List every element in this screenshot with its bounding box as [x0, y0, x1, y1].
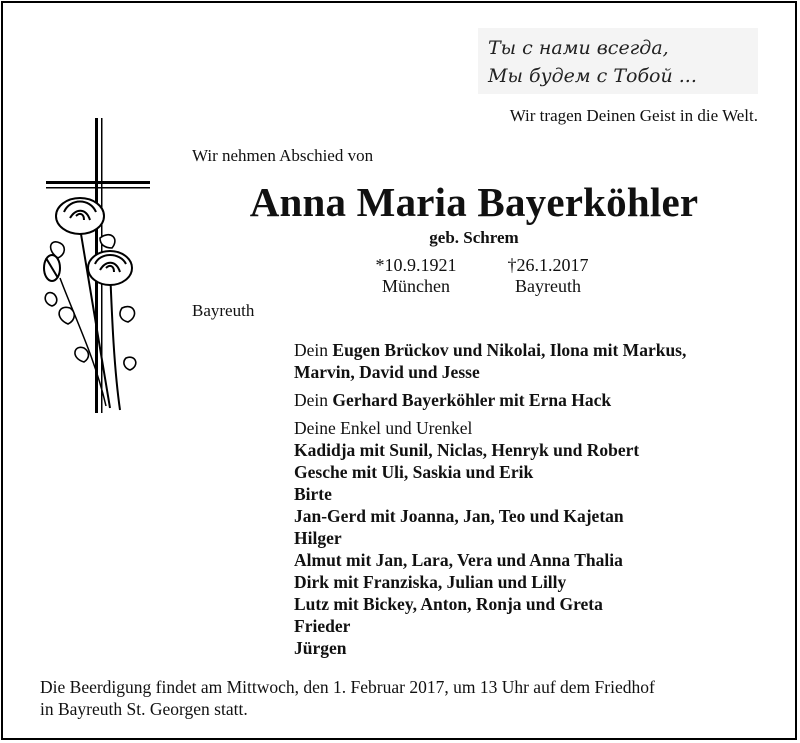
deceased-name: Anna Maria Bayerköhler — [249, 179, 699, 225]
mourner-group-son — [294, 389, 764, 411]
birth-date: *10.9.1921 — [375, 255, 457, 275]
group-prefix: Dein — [294, 390, 333, 410]
funeral-notice — [40, 676, 780, 720]
funeral-notice-line: in Bayreuth St. Georgen statt. — [40, 699, 248, 719]
grandchild-line: Frieder — [294, 616, 351, 636]
grandchild-line: Dirk mit Franziska, Julian und Lilly — [294, 572, 567, 592]
grandchild-line: Lutz mit Bickey, Anton, Ronja und Greta — [294, 594, 603, 614]
grandchild-line: Hilger — [294, 528, 342, 548]
group-label: Deine Enkel und Urenkel — [294, 418, 473, 438]
mourner-names: Eugen Brückov und Nikolai, Ilona mit Markus, — [332, 340, 687, 360]
group-prefix: Dein — [294, 340, 333, 360]
grandchild-line: Gesche mit Uli, Saskia und Erik — [294, 462, 534, 482]
birth-name: geb. Schrem — [429, 228, 519, 247]
funeral-notice-line: Die Beerdigung findet am Mittwoch, den 1. Februar 2017, um 13 Uhr auf dem Friedhof — [40, 677, 655, 697]
mourners-list — [294, 339, 764, 665]
mourner-names: Marvin, David und Jesse — [294, 362, 480, 382]
birth-place: München — [382, 276, 450, 296]
verse-line-1: Ты с нами всегда, — [488, 37, 669, 59]
residence-text: Bayreuth — [192, 301, 255, 320]
grandchild-line: Jürgen — [294, 638, 347, 658]
grandchild-line: Almut mit Jan, Lara, Vera und Anna Thalia — [294, 550, 623, 570]
birth-info — [362, 255, 470, 297]
cross-with-roses-icon — [40, 118, 158, 418]
mourner-names: Gerhard Bayerköhler mit Erna Hack — [332, 390, 612, 410]
verse-line-2: Мы будем с Тобой ... — [488, 65, 697, 87]
death-date: †26.1.2017 — [507, 255, 589, 275]
grandchild-line: Birte — [294, 484, 332, 504]
death-info — [494, 255, 602, 297]
mourner-group-children — [294, 339, 764, 383]
death-place: Bayreuth — [515, 276, 581, 296]
mourner-group-grandchildren — [294, 417, 764, 659]
motto-text: Wir tragen Deinen Geist in die Welt. — [509, 106, 758, 125]
handwritten-verse-image — [478, 28, 758, 94]
grandchild-line: Kadidja mit Sunil, Niclas, Henryk und Robert — [294, 440, 640, 460]
grandchild-line: Jan-Gerd mit Joanna, Jan, Teo und Kajetan — [294, 506, 624, 526]
intro-text: Wir nehmen Abschied von — [192, 146, 374, 165]
